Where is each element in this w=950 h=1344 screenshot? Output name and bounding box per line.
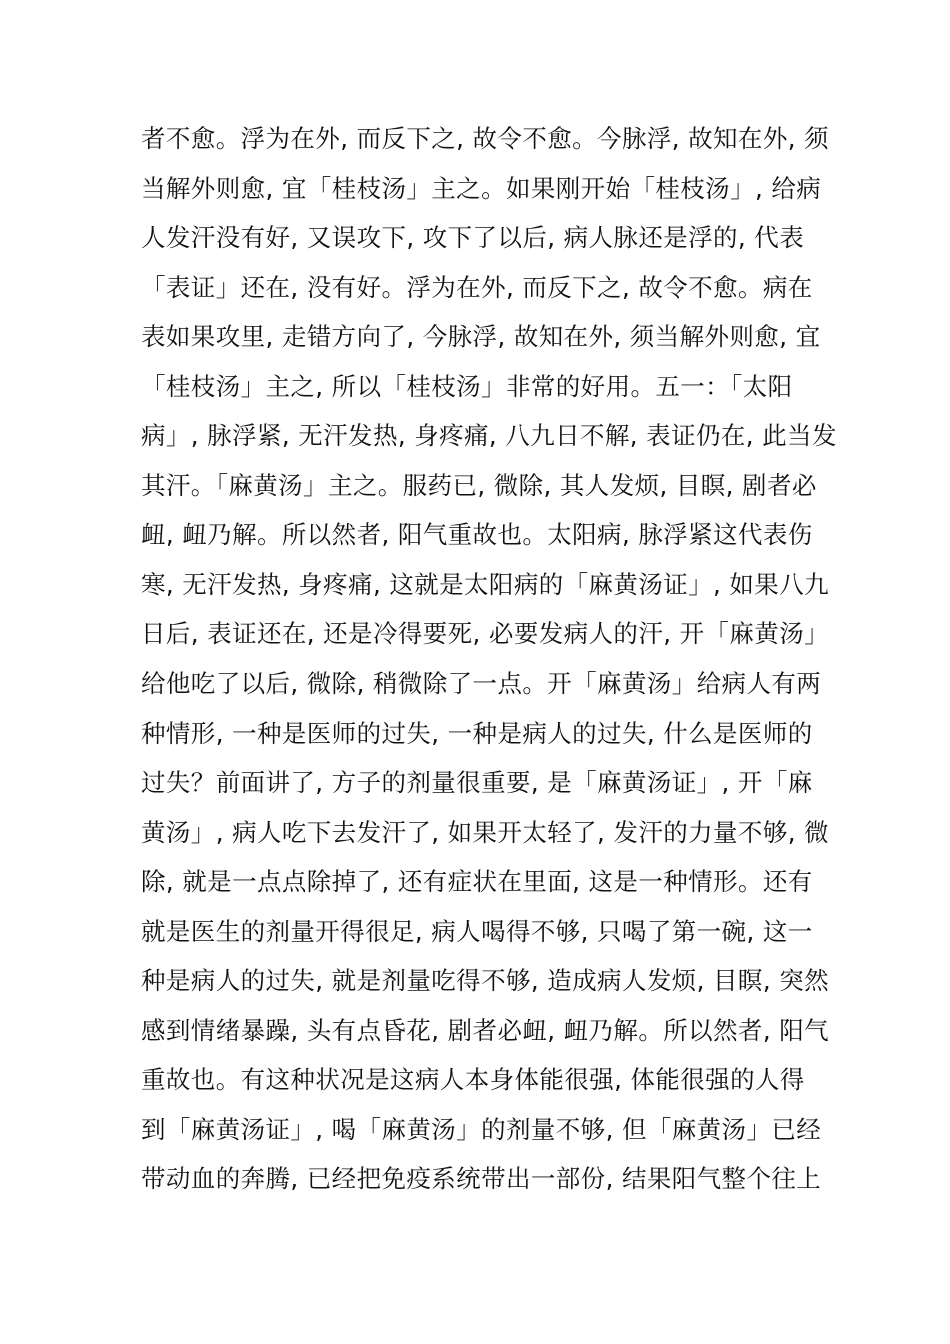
text-line: 黄汤」, 病人吃下去发汗了, 如果开太轻了, 发汗的力量不够, 微 [141, 817, 829, 847]
text-line: 日后, 表证还在, 还是冷得要死, 必要发病人的汗, 开「麻黄汤」 [141, 619, 829, 649]
text-line: 衄, 衄乃解。所以然者, 阳气重故也。太阳病, 脉浮紧这代表伤 [141, 520, 813, 550]
text-line: 带动血的奔腾, 已经把免疫系统带出一部份, 结果阳气整个往上 [141, 1164, 822, 1194]
text-line: 者不愈。浮为在外, 而反下之, 故令不愈。今脉浮, 故知在外, 须 [141, 124, 829, 153]
text-line: 除, 就是一点点除掉了, 还有症状在里面, 这是一种情形。还有 [141, 867, 813, 897]
text-line: 就是医生的剂量开得很足, 病人喝得不够, 只喝了第一碗, 这一 [141, 916, 813, 946]
text-line: 「桂枝汤」主之, 所以「桂枝汤」非常的好用。五一：「太阳 [141, 371, 793, 401]
text-line: 过失？前面讲了, 方子的剂量很重要, 是「麻黄汤证」, 开「麻 [141, 768, 813, 798]
text-line: 感到情绪暴躁, 头有点昏花, 剧者必衄, 衄乃解。所以然者, 阳气 [141, 1015, 829, 1045]
text-line: 其汗。「麻黄汤」主之。服药已, 微除, 其人发烦, 目瞑, 剧者必 [141, 470, 817, 500]
text-line: 给他吃了以后, 微除, 稍微除了一点。开「麻黄汤」给病人有两 [141, 669, 822, 699]
text-line: 病」, 脉浮紧, 无汗发热, 身疼痛, 八九日不解, 表证仍在, 此当发 [141, 421, 837, 451]
text-line: 重故也。有这种状况是这病人本身体能很强, 体能很强的人得 [141, 1065, 805, 1095]
text-line: 种是病人的过失, 就是剂量吃得不够, 造成病人发烦, 目瞑, 突然 [141, 966, 829, 996]
text-line: 寒, 无汗发热, 身疼痛, 这就是太阳病的「麻黄汤证」, 如果八九 [141, 569, 829, 599]
text-line: 「表证」还在, 没有好。浮为在外, 而反下之, 故令不愈。病在 [141, 272, 813, 302]
text-line: 当解外则愈, 宜「桂枝汤」主之。如果刚开始「桂枝汤」, 给病 [141, 173, 822, 203]
body-text [141, 114, 837, 1204]
text-line: 到「麻黄汤证」, 喝「麻黄汤」的剂量不够, 但「麻黄汤」已经 [141, 1114, 822, 1144]
text-line: 表如果攻里, 走错方向了, 今脉浮, 故知在外, 须当解外则愈, 宜 [141, 322, 821, 352]
text-line: 人发汗没有好, 又误攻下, 攻下了以后, 病人脉还是浮的, 代表 [141, 223, 805, 253]
text-line: 种情形, 一种是医师的过失, 一种是病人的过失, 什么是医师的 [141, 718, 813, 748]
